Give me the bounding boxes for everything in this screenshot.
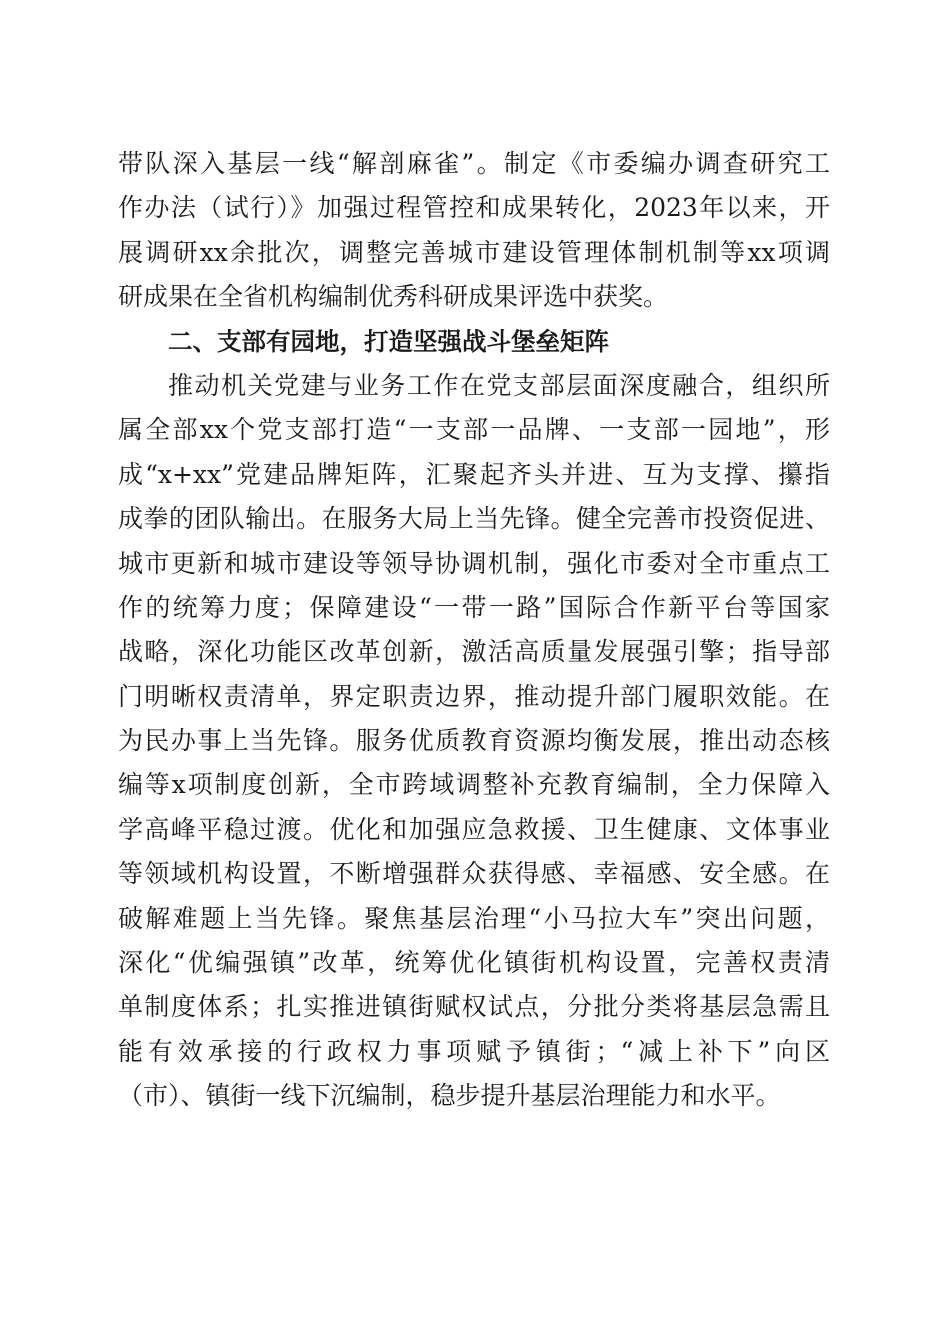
paragraph-line: 推动机关党建与业务工作在党支部层面深度融合，组织所	[168, 370, 830, 400]
paragraph-line: 破解难题上当先锋。聚焦基层治理“小马拉大车”突出问题，	[118, 903, 830, 933]
paragraph-line: 展调研xx余批次，调整完善城市建设管理体制机制等xx项调	[118, 237, 830, 267]
paragraph-line: 深化“优编强镇”改革，统筹优化镇街机构设置，完善权责清	[118, 948, 830, 978]
paragraph-line: 战略，深化功能区改革创新，激活高质量发展强引擎；指导部	[118, 637, 830, 667]
paragraph-line: 能有效承接的行政权力事项赋予镇街；“减上补下”向区	[118, 1036, 830, 1066]
section-heading: 二、支部有园地，打造坚强战斗堡垒矩阵	[168, 326, 609, 356]
paragraph-line: 编等x项制度创新，全市跨域调整补充教育编制，全力保障入	[118, 770, 830, 800]
document-body	[118, 142, 830, 1119]
paragraph-line: 城市更新和城市建设等领导协调机制，强化市委对全市重点工	[118, 548, 830, 578]
paragraph-line: 作的统筹力度；保障建设“一带一路”国际合作新平台等国家	[118, 592, 830, 622]
paragraph-line: 成“x+xx”党建品牌矩阵，汇聚起齐头并进、互为支撑、攥指	[118, 459, 830, 489]
paragraph-line: 等领域机构设置，不断增强群众获得感、幸福感、安全感。在	[118, 859, 830, 889]
paragraph-line: 作办法（试行）》加强过程管控和成果转化，2023年以来，开	[118, 193, 830, 223]
paragraph-line: 为民办事上当先锋。服务优质教育资源均衡发展，推出动态核	[118, 726, 830, 756]
paragraph-line: 研成果在全省机构编制优秀科研成果评选中获奖。	[118, 282, 669, 312]
paragraph-line: （市）、镇街一线下沉编制，稳步提升基层治理能力和水平。	[118, 1081, 781, 1111]
paragraph-line: 成拳的团队输出。在服务大局上当先锋。健全完善市投资促进、	[118, 504, 830, 534]
paragraph-line: 带队深入基层一线“解剖麻雀”。制定《市委编办调查研究工	[118, 149, 830, 178]
paragraph-line: 单制度体系；扎实推进镇街赋权试点，分批分类将基层急需且	[118, 992, 830, 1022]
paragraph-line: 属全部xx个党支部打造“一支部一品牌、一支部一园地”，形	[118, 415, 830, 445]
paragraph-line: 门明晰权责清单，界定职责边界，推动提升部门履职效能。在	[118, 681, 830, 711]
paragraph-line: 学高峰平稳过渡。优化和加强应急救援、卫生健康、文体事业	[118, 814, 830, 844]
